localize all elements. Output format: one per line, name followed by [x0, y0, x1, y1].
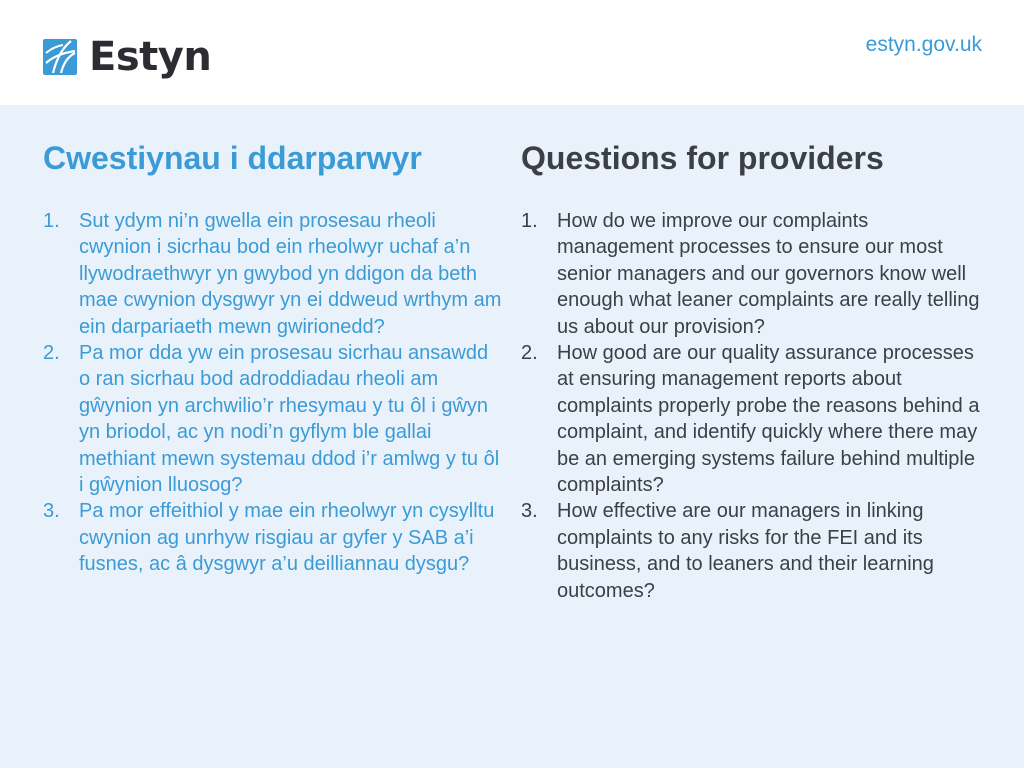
welsh-question-list: [43, 208, 503, 578]
item-text: How effective are our managers in linking complaints to any risks for the FEI and its business, and to leaners and their learning outcomes?: [557, 500, 934, 602]
english-heading: Questions for providers: [521, 140, 884, 176]
item-number: 3.: [521, 500, 538, 523]
item-text: How good are our quality assurance processes at ensuring management reports about complaints properly probe the reasons behind a complaint, and identify quickly where there may be an emerging systems failure behind multiple complaints?: [557, 342, 980, 497]
item-text: Pa mor effeithiol y mae ein rheolwyr yn cysylltu cwynion ag unrhyw risgiau ar gyfer y SAB a’i fusnes, ac â dysgwyr a’u deilliannau dysgu?: [79, 500, 495, 576]
item-number: 1.: [521, 210, 538, 232]
estyn-logo[interactable]: [43, 33, 211, 81]
header: [0, 0, 1024, 105]
list-item: [521, 498, 981, 604]
item-text: Sut ydym ni’n gwella ein prosesau rheoli cwynion i sicrhau bod ein rheolwyr uchaf a’n llywodraethwyr yn gwybod yn ddigon da beth mae cwynion dysgwyr yn ei ddweud wrthym am ein darpariaeth mewn gwirionedd?: [79, 210, 502, 338]
welsh-column: [43, 138, 503, 578]
english-question-list: [521, 208, 981, 604]
list-item: [43, 498, 503, 577]
item-number: 2.: [521, 342, 538, 365]
list-item: [521, 340, 981, 498]
logo-wordmark: Estyn: [89, 34, 212, 80]
site-url-link[interactable]: estyn.gov.uk: [865, 33, 982, 56]
item-text: Pa mor dda yw ein prosesau sicrhau ansawdd o ran sicrhau bod adroddiadau rheoli am gŵynion yn archwilio’r rhesymau y tu ôl i gŵyn yn briodol, ac yn nodi’n gyflym ble gallai methiant mewn systemau ddod i’r amlwg y tu ôl i gŵynion lluosog?: [79, 342, 500, 497]
welsh-heading: Cwestiynau i ddarparwyr: [43, 140, 422, 176]
list-item: [521, 208, 981, 340]
list-item: [43, 208, 503, 340]
english-column: [521, 138, 981, 604]
item-number: 3.: [43, 500, 60, 523]
estyn-logo-icon: [43, 39, 77, 75]
list-item: [43, 340, 503, 498]
item-text: How do we improve our complaints management processes to ensure our most senior managers and our governors know well enough what leaner complaints are really telling us about our provision?: [557, 210, 980, 338]
item-number: 1.: [43, 210, 60, 232]
item-number: 2.: [43, 342, 60, 365]
